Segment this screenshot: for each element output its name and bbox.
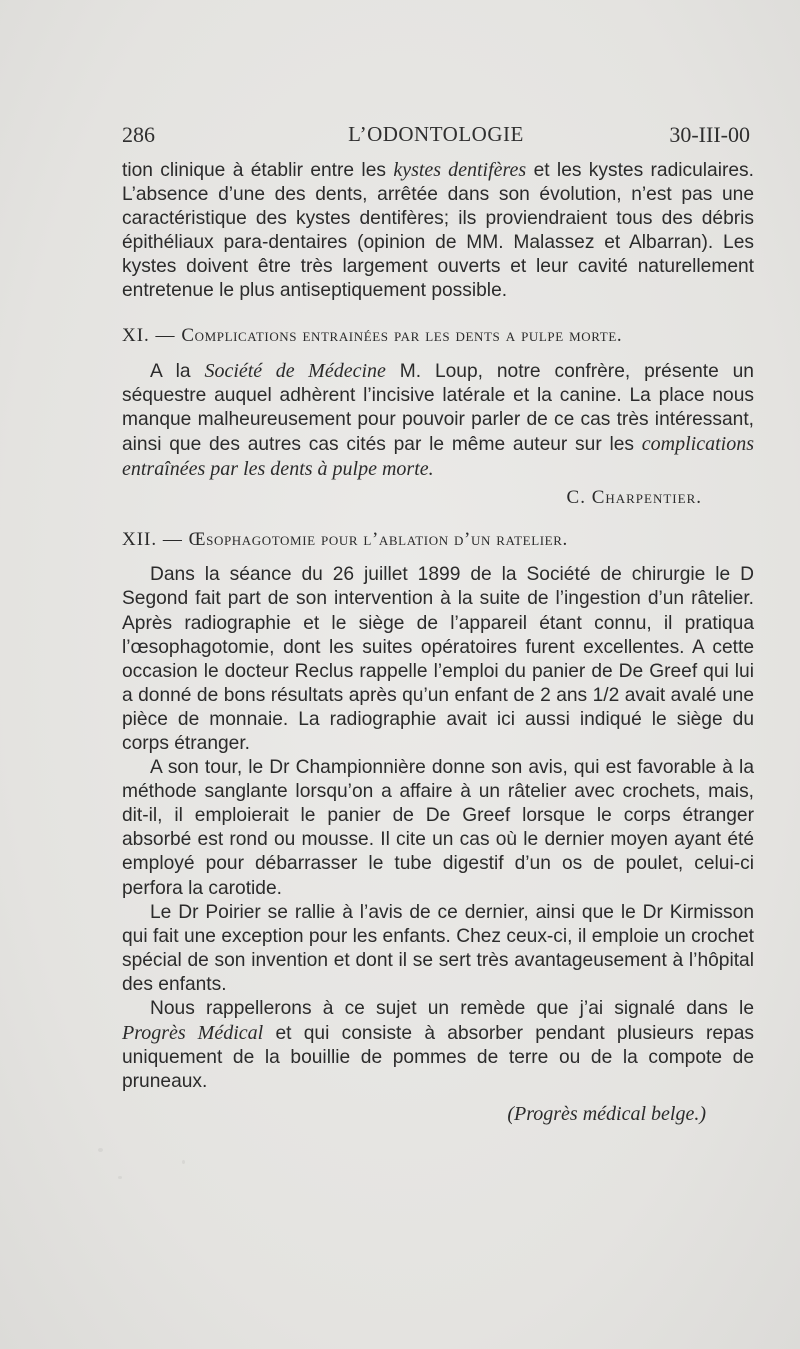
page-number: 286 xyxy=(122,122,155,147)
paper-speck xyxy=(118,1176,122,1179)
paper-speck xyxy=(98,1148,103,1152)
article-body xyxy=(122,158,754,1126)
section-heading-xi: XI. — Complications entrainées par les dents a pulpe morte. xyxy=(122,324,623,346)
paragraph-sequestre: A la Société de Médecine M. Loup, notre confrère, présente un séquestre auquel adhèrent l’incisive latérale et la canine. La place nous manque malheureusement pour pouvoir parler de ce cas très intéressant, ainsi que des autres cas cités par le même auteur sur les complications entraînées par les dents à pulpe morte. xyxy=(122,359,754,481)
paragraph-championniere: A son tour, le Dr Championnière donne son avis, qui est favorable à la méthode sanglante lorsqu’on a affaire à un râtelier avec crochets, mais, dit-il, il emploierait le panier de De Greef lorsque le corps étranger absorbé est rond ou mousse. Il cite un cas où le dernier moyen ayant été employé pour débarrasser le tube digestif d’un os de poulet, celui-ci perfora la carotide. xyxy=(122,757,754,899)
italic-term: complications entraînées par les dents à pulpe morte. xyxy=(122,432,754,481)
issue-date: 30-III-00 xyxy=(669,122,750,147)
paper-speck xyxy=(182,1160,185,1164)
italic-term: Société de Médecine xyxy=(204,359,386,382)
author-signature: C. Charpentier. xyxy=(566,487,702,509)
source-citation: (Progrès médical belge.) xyxy=(507,1103,706,1126)
section-heading-xii: XII. — Œsophagotomie pour l’ablation d’un ratelier. xyxy=(122,529,568,551)
paragraph-kystes: tion clinique à établir entre les kystes dentifères et les kystes radiculaires. L’absence d’une des dents, arrêtée dans son évolution, n’est pas une caractéristique des kystes dentifères; ils proviendraient tous des débris épithéliaux para-dentaires (opinion de MM. Malassez et Albarran). Les kystes doivent être très largement ouverts et leur cavité naturellement entretenue le plus antiseptiquement possible. xyxy=(122,159,754,302)
running-header xyxy=(122,122,750,152)
italic-term: Progrès Médical xyxy=(122,1022,264,1045)
journal-title: L’ODONTOLOGIE xyxy=(348,122,524,146)
italic-term: kystes dentifères xyxy=(393,159,527,181)
paragraph-segond: Dans la séance du 26 juillet 1899 de la Société de chirurgie le D Segond fait part de son intervention à la suite de l’ingestion d’un râtelier. Après radiographie et le siège de l’appareil étant connu, il pratiqua l’œsophagotomie, dont les suites opératoires furent excellentes. A cette occasion le docteur Reclus rappelle l’emploi du panier de De Greef qui lui a donné de bons résultats après qu’un enfant de 2 ans 1/2 avait avalé une pièce de monnaie. La radiographie avait ici aussi indiqué le siège du corps étranger. xyxy=(122,564,754,754)
paragraph-remede: Nous rappellerons à ce sujet un remède que j’ai signalé dans le Progrès Médical et qui consiste à absorber pendant plusieurs repas uniquement de la bouillie de pommes de terre ou de la compote de pruneaux. xyxy=(122,998,754,1093)
paragraph-poirier: Le Dr Poirier se rallie à l’avis de ce dernier, ainsi que le Dr Kirmisson qui fait une exception pour les enfants. Chez ceux-ci, il emploie un crochet spécial de son invention et dont il se sert très avantageusement à l’hôpital des enfants. xyxy=(122,901,754,995)
